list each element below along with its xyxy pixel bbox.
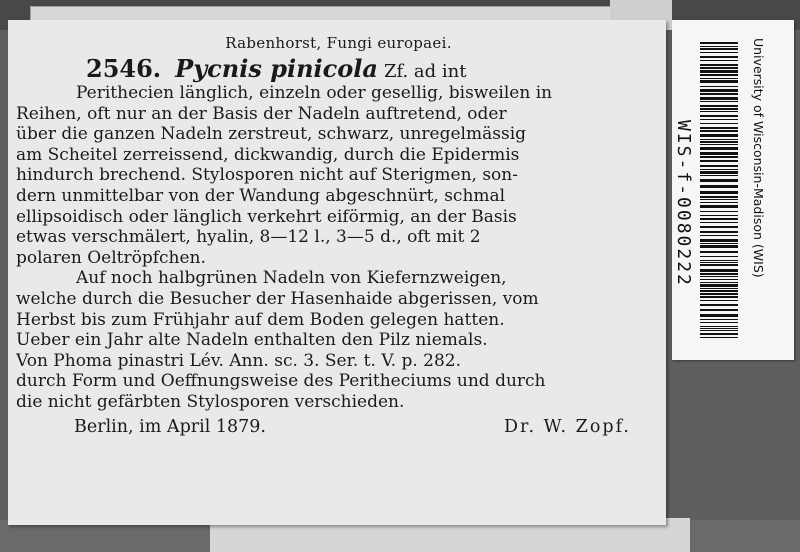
collection-title: Rabenhorst, Fungi europaei. xyxy=(225,34,452,52)
description-line: am Scheitel zerreissend, dickwandig, durch die Epidermis xyxy=(16,144,520,165)
place-date: Berlin, im April 1879. xyxy=(74,416,266,437)
habitat-line: welche durch die Besucher der Hasenhaide abgerissen, vom xyxy=(16,288,539,309)
habitat-line: Ueber ein Jahr alte Nadeln enthalten den Pilz niemals. xyxy=(16,330,488,351)
description-line: hindurch brechend. Stylosporen nicht auf Sterigmen, son- xyxy=(16,165,518,186)
habitat-line: Von Phoma pinastri Lév. Ann. sc. 3. Ser. t. V. p. 282. xyxy=(16,350,461,371)
description-line: etwas verschmälert, hyalin, 8—12 l., 3—5 d., oft mit 2 xyxy=(16,227,481,248)
description-line: ellipsoidisch oder länglich verkehrt eiförmig, an der Basis xyxy=(16,206,517,227)
label-content xyxy=(16,20,661,437)
species-authority: Zf. ad int xyxy=(383,61,467,82)
barcode-tag xyxy=(672,20,794,360)
species-heading xyxy=(86,54,661,83)
description-paragraph xyxy=(16,83,661,268)
habitat-line: die nicht gefärbten Stylosporen verschieden. xyxy=(16,391,405,412)
signature-row xyxy=(16,417,661,437)
specimen-label xyxy=(8,20,666,525)
habitat-line: durch Form und Oeffnungsweise des Peritheciums und durch xyxy=(16,371,546,392)
species-name: Pycnis pinicola xyxy=(175,54,378,83)
barcode-number: WIS-f-0080222 xyxy=(673,120,694,287)
habitat-line: Herbst bis zum Frühjahr auf dem Boden gelegen hatten. xyxy=(16,309,505,330)
barcode-image xyxy=(700,42,738,338)
description-line: Reihen, oft nur an der Basis der Nadeln auftretend, oder xyxy=(16,103,507,124)
habitat-paragraph xyxy=(16,268,661,412)
collector-name: Dr. W. Zopf. xyxy=(504,416,631,437)
exsiccata-number: 2546. xyxy=(86,54,162,83)
description-line: Perithecien länglich, einzeln oder gesellig, bisweilen in xyxy=(76,83,553,103)
description-line: polaren Oeltröpfchen. xyxy=(16,247,206,268)
habitat-line: Auf noch halbgrünen Nadeln von Kiefernzweigen, xyxy=(76,268,507,289)
description-line: über die ganzen Nadeln zerstreut, schwarz, unregelmässig xyxy=(16,124,527,145)
institution-name: University of Wisconsin-Madison (WIS) xyxy=(751,38,766,278)
description-line: dern unmittelbar von der Wandung abgeschnürt, schmal xyxy=(16,185,506,206)
